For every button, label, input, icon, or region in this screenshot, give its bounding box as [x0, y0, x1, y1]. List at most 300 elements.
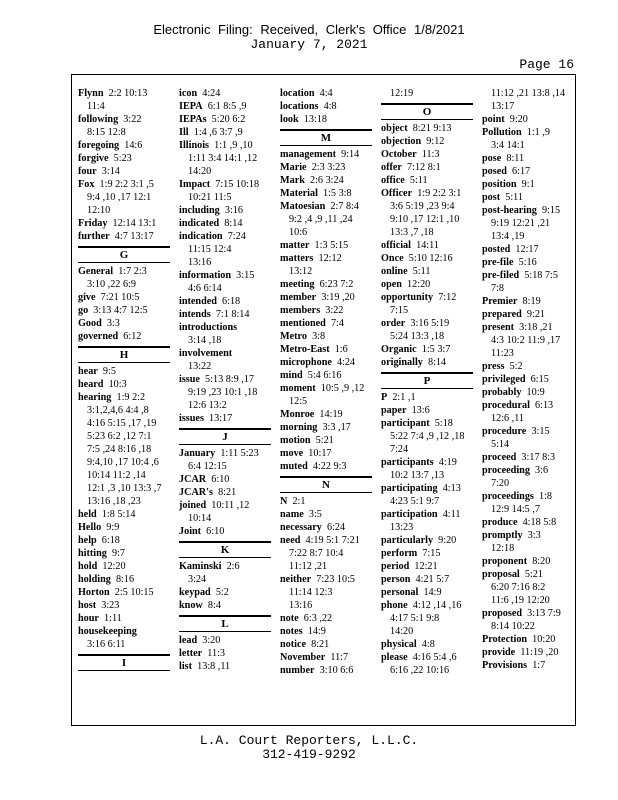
index-entry: [482, 633, 574, 646]
entry-line: [381, 573, 473, 586]
index-term: members: [280, 305, 321, 316]
entry-line: [78, 599, 170, 612]
index-term: microphone: [280, 357, 332, 368]
index-term: Once: [381, 253, 404, 264]
page-line-refs: 3:13 7:9: [527, 608, 561, 619]
page-line-refs: 12:12: [318, 253, 342, 264]
page-line-refs: 7:20: [491, 478, 510, 489]
page-line-refs: 13:17: [209, 413, 233, 424]
page-line-refs: 10:17: [308, 448, 332, 459]
index-entry: [381, 599, 473, 638]
page-line-refs: 4:3 10:2 11:9 ,17: [491, 335, 561, 346]
index-column-1: [78, 87, 170, 673]
page-line-refs: 14:20: [390, 626, 414, 637]
index-entry: [482, 269, 574, 295]
entry-line: [179, 586, 271, 599]
page-line-refs: 10:5 ,9 ,12: [320, 383, 365, 394]
entry-line: [482, 308, 574, 321]
index-term: give: [78, 292, 96, 303]
page-line-refs: 1:7: [532, 660, 546, 671]
page-line-refs: 5:24 13:3 ,18: [390, 331, 445, 342]
page-line-refs: 8:14: [224, 218, 243, 229]
entry-line: [280, 460, 372, 473]
entry-line: [280, 239, 372, 252]
index-term: Illinois: [179, 140, 210, 151]
page-line-refs: 7:12: [438, 292, 457, 303]
index-term: personal: [381, 587, 419, 598]
page-line-refs: 4:24: [336, 357, 356, 368]
heading-rule: [78, 670, 170, 671]
index-entry: [381, 547, 473, 560]
page-line-refs: 3:22: [123, 114, 142, 125]
index-entry: [78, 317, 170, 330]
index-term: provide: [482, 647, 516, 658]
index-entry: [179, 178, 271, 204]
page-line-refs: 4:7 13:17: [114, 231, 154, 242]
page-line-refs: 3:10 ,22 6:9: [87, 279, 136, 290]
entry-line: [78, 165, 170, 178]
index-entry: [482, 126, 574, 152]
entry-line: [381, 391, 473, 404]
entry-line: [280, 161, 372, 174]
index-entry: [482, 464, 574, 490]
index-term: motion: [280, 435, 311, 446]
index-term: pre-filed: [482, 270, 520, 281]
index-entry: [78, 230, 170, 243]
page-line-refs: 3:8: [312, 331, 326, 342]
page-line-refs: 1:3 5:15: [314, 240, 349, 251]
page-line-refs: 7:1 8:14: [215, 309, 250, 320]
entry-line: [280, 291, 372, 304]
index-entry: [381, 187, 473, 239]
entry-line: [482, 451, 574, 464]
index-entry: [179, 347, 271, 373]
index-term: participant: [381, 418, 430, 429]
index-entry: [381, 417, 473, 456]
page-line-refs: 7:15: [422, 548, 441, 559]
index-term: Friday: [78, 218, 108, 229]
index-term: indicated: [179, 218, 220, 229]
entry-line: [381, 343, 473, 356]
entry-line: [78, 139, 170, 152]
index-entry: [381, 161, 473, 174]
page-line-refs: 3:17 8:3: [521, 452, 556, 463]
index-term: participating: [381, 483, 438, 494]
index-entry: [78, 139, 170, 152]
entry-line: [280, 434, 372, 447]
page-line-refs: 4:8: [323, 101, 337, 112]
page-line-refs: 5:11: [412, 266, 431, 277]
letter-heading: [78, 246, 170, 263]
index-term: joined: [179, 500, 207, 511]
index-entry: [381, 135, 473, 148]
entry-line: [482, 191, 574, 204]
page-line-refs: 9:12: [426, 136, 445, 147]
page-line-refs: 8:15 12:8: [87, 127, 126, 138]
entry-line: [381, 252, 473, 265]
index-term: procedure: [482, 426, 527, 437]
entry-line: [78, 560, 170, 573]
page-line-refs: 8:16: [115, 574, 135, 585]
index-term: proceedings: [482, 491, 534, 502]
index-entry: [482, 451, 574, 464]
index-term: notes: [280, 626, 303, 637]
page-line-refs: 9:20: [438, 535, 457, 546]
entry-line: [78, 178, 170, 191]
page-line-refs: 6:18: [222, 296, 241, 307]
entry-line: [179, 347, 271, 360]
index-entry: [482, 659, 574, 672]
entry-line: [78, 265, 170, 278]
page-line-refs: 9:9: [106, 522, 120, 533]
page-line-refs: 13:16: [289, 600, 313, 611]
index-term: Joint: [179, 526, 202, 537]
index-entry: [482, 178, 574, 191]
page-line-refs: 14:9: [307, 626, 326, 637]
index-term: mind: [280, 370, 303, 381]
page-line-refs: 11:7: [330, 652, 349, 663]
letter-heading: [78, 346, 170, 363]
page-line-refs: 7:8: [491, 283, 505, 294]
index-entry: [179, 412, 271, 425]
index-term: promptly: [482, 530, 523, 541]
page-line-refs: 14:19: [319, 409, 343, 420]
entry-line: [280, 638, 372, 651]
letter-heading: [179, 541, 271, 558]
entry-line: [78, 317, 170, 330]
page-line-refs: 14:6: [124, 140, 143, 151]
index-term: proposal: [482, 569, 520, 580]
page-line-refs: 5:21: [524, 569, 543, 580]
entry-line: [179, 269, 271, 282]
entry-line: [78, 113, 170, 126]
page-line-refs: 6:18: [101, 535, 120, 546]
page-line-refs: 7:5 ,24 8:16 ,18: [87, 444, 152, 455]
page-line-refs: 12:14 13:1: [112, 218, 157, 229]
page-line-refs: 4:6 6:14: [188, 283, 222, 294]
entry-line: [482, 386, 574, 399]
entry-line: [482, 113, 574, 126]
entry-line: [78, 625, 170, 638]
entry-line: [280, 148, 372, 161]
index-term: physical: [381, 639, 417, 650]
index-entry: [482, 568, 574, 607]
page-line-refs: 9:19 ,23 10:1 ,18: [188, 387, 258, 398]
index-entry: [280, 304, 372, 317]
entry-line: [482, 165, 574, 178]
page-line-refs: 6:1 8:5 ,9: [207, 101, 247, 112]
filing-date-line: January 7, 2021: [250, 37, 368, 52]
index-term: letter: [179, 648, 203, 659]
entry-line: [280, 174, 372, 187]
index-term: Horton: [78, 587, 110, 598]
heading-rule: [280, 145, 372, 146]
entry-line: [280, 664, 372, 677]
index-term: hour: [78, 613, 99, 624]
page-line-refs: 8:4: [207, 600, 221, 611]
page-line-refs: 5:18 7:5: [524, 270, 558, 281]
heading-rule: [179, 444, 271, 445]
index-term: position: [482, 179, 517, 190]
entry-line: [381, 482, 473, 495]
index-entry: [381, 534, 473, 547]
page-line-refs: 1:7 2:3: [118, 266, 147, 277]
index-term: member: [280, 292, 317, 303]
entry-line: [482, 659, 574, 672]
entry-line: [78, 365, 170, 378]
entry-line: [78, 378, 170, 391]
index-entry: [179, 473, 271, 486]
index-entry: [482, 165, 574, 178]
index-term: hold: [78, 561, 98, 572]
index-entry: [78, 586, 170, 599]
page-line-refs: 7:24: [227, 231, 246, 242]
letter-heading-label: H: [119, 349, 129, 361]
page-line-refs: 1:1 ,9: [526, 127, 550, 138]
index-term: know: [179, 600, 203, 611]
index-entry: [78, 508, 170, 521]
page-line-refs: 3:3: [527, 530, 541, 541]
index-term: General: [78, 266, 114, 277]
index-term: Metro-East: [280, 344, 330, 355]
page-line-refs: 12:6 13:2: [188, 400, 227, 411]
index-term: Pollution: [482, 127, 522, 138]
page-line-refs: 9:5: [102, 366, 116, 377]
entry-line: [78, 534, 170, 547]
entry-line: [78, 521, 170, 534]
index-term: perform: [381, 548, 418, 559]
letter-heading: [179, 615, 271, 632]
entry-line: [381, 534, 473, 547]
page-line-refs: 10:3: [108, 379, 127, 390]
index-entry: [179, 139, 271, 178]
entry-line: [381, 560, 473, 573]
page-line-refs: 9:4 ,10 ,17 12:1: [87, 192, 152, 203]
index-entry: [280, 187, 372, 200]
page-line-refs: 3:4 14:1: [491, 140, 525, 151]
page-line-refs: 6:23 7:2: [319, 279, 354, 290]
entry-line: [482, 607, 574, 620]
index-term: indication: [179, 231, 223, 242]
index-term: post-hearing: [482, 205, 537, 216]
entry-line: [482, 516, 574, 529]
entry-line: [381, 122, 473, 135]
index-frame: [71, 74, 576, 726]
page-line-refs: 4:18 5:8: [522, 517, 557, 528]
index-term: Mark: [280, 175, 305, 186]
index-term: lead: [179, 635, 198, 646]
index-entry: [78, 599, 170, 612]
entry-line: [482, 321, 574, 334]
page-line-refs: 8:21: [218, 487, 237, 498]
filing-stamp-line: Electronic Filing: Received, Clerk's Office 1/8/2021: [153, 22, 465, 37]
index-entry: [179, 308, 271, 321]
entry-line: [179, 113, 271, 126]
index-column-2: [179, 87, 271, 673]
index-entry: [78, 217, 170, 230]
entry-line: [280, 447, 372, 460]
index-entry: [280, 330, 372, 343]
page-line-refs: 10:20: [532, 634, 556, 645]
index-term: IEPAs: [179, 114, 207, 125]
page-line-refs: 4:4: [319, 88, 333, 99]
index-term: probably: [482, 387, 522, 398]
index-term: Matoesian: [280, 201, 326, 212]
index-entry: [179, 269, 271, 295]
page-line-refs: 13:6: [411, 405, 430, 416]
entry-line: [482, 633, 574, 646]
index-entry: [78, 612, 170, 625]
page-line-refs: 3:19 ,20: [321, 292, 355, 303]
index-term: Metro: [280, 331, 307, 342]
entry-line: [381, 599, 473, 612]
index-entry: [280, 356, 372, 369]
entry-line: [381, 174, 473, 187]
index-term: introductions: [179, 322, 238, 333]
entry-line: [482, 490, 574, 503]
page-line-refs: 2:1 ,1: [392, 392, 416, 403]
page-line-refs: 11:19 ,20: [520, 647, 559, 658]
page-line-refs: 14:9: [423, 587, 442, 598]
entry-line: [482, 568, 574, 581]
page-line-refs: 3:18 ,21: [519, 322, 553, 333]
index-entry: [280, 421, 372, 434]
entry-line: [78, 586, 170, 599]
page-line-refs: 5:14: [491, 439, 510, 450]
page-line-refs: 7:15: [390, 305, 409, 316]
page-line-refs: 7:22 8:7 10:4: [289, 548, 344, 559]
page-line-refs: 5:18: [434, 418, 453, 429]
entry-line: [280, 304, 372, 317]
index-entry: [280, 291, 372, 304]
index-term: muted: [280, 461, 308, 472]
page-line-refs: 7:4: [330, 318, 344, 329]
index-term: Kaminski: [179, 561, 222, 572]
page-line-refs: 10:9: [526, 387, 545, 398]
entry-line: [179, 412, 271, 425]
page-line-refs: 12:18: [491, 543, 515, 554]
page-line-refs: 6:3 ,22: [303, 613, 333, 624]
heading-rule: [179, 631, 271, 632]
page-line-refs: 6:20 7:16 8:2: [491, 582, 546, 593]
entry-line: [179, 373, 271, 386]
page-line-refs: 3:15: [531, 426, 550, 437]
index-term: Organic: [381, 344, 417, 355]
entry-line: [179, 634, 271, 647]
index-term: November: [280, 652, 326, 663]
index-term: particularly: [381, 535, 434, 546]
index-term: hear: [78, 366, 98, 377]
index-term: order: [381, 318, 406, 329]
page-line-refs: 4:23 5:1 9:7: [390, 496, 440, 507]
page-line-refs: 12:10: [87, 205, 111, 216]
page-line-refs: 1:8: [538, 491, 553, 502]
index-entry: [482, 204, 574, 243]
index-entry: [280, 148, 372, 161]
entry-line: [280, 252, 372, 265]
index-term: present: [482, 322, 515, 333]
page-line-refs: 9:14: [341, 149, 360, 160]
page-line-refs: 9:1: [521, 179, 535, 190]
index-entry: [482, 516, 574, 529]
entry-line: [381, 161, 473, 174]
index-entry: [381, 148, 473, 161]
page-line-refs: 9:15: [542, 205, 561, 216]
letter-heading-label: J: [222, 431, 228, 443]
index-entry: [381, 560, 473, 573]
page-line-refs: 2:3 3:23: [311, 162, 346, 173]
entry-line: [179, 126, 271, 139]
index-entry: [381, 278, 473, 291]
page-line-refs: 5:23 6:2 ,12 7:1: [87, 431, 152, 442]
index-column-5: [482, 87, 574, 672]
page-line-refs: 3:23: [101, 600, 120, 611]
index-term: locations: [280, 101, 319, 112]
page-line-refs: 11:23: [491, 348, 514, 359]
page-line-refs: 3:1,2,4,6 4:4 ,8: [87, 405, 149, 416]
index-entry: [482, 555, 574, 568]
index-entry: [179, 100, 271, 113]
page-line-refs: 9:19 12:21 ,21: [491, 218, 551, 229]
page-line-refs: 4:17 5:1 9:8: [390, 613, 440, 624]
page-line-refs: 5:22 7:4 ,9 ,12 ,18: [390, 431, 465, 442]
page-line-refs: 13:18: [303, 114, 327, 125]
index-entry: [78, 291, 170, 304]
index-term: necessary: [280, 522, 322, 533]
entry-line: [381, 87, 473, 100]
entry-line: [179, 100, 271, 113]
page-line-refs: 10:14: [188, 513, 212, 524]
entry-line: [482, 126, 574, 139]
entry-line: [381, 239, 473, 252]
index-term: including: [179, 205, 220, 216]
index-entry: [78, 521, 170, 534]
page-line-refs: 4:8: [421, 639, 435, 650]
index-entry: [78, 330, 170, 343]
entry-line: [179, 599, 271, 612]
entry-line: [280, 508, 372, 521]
entry-line: [381, 586, 473, 599]
heading-rule: [78, 262, 170, 263]
page-line-refs: 6:12: [123, 331, 142, 342]
entry-line: [381, 417, 473, 430]
page-line-refs: 6:16 ,22 10:16: [390, 665, 450, 676]
index-term: pre-file: [482, 257, 514, 268]
index-term: further: [78, 231, 110, 242]
index-term: moment: [280, 383, 316, 394]
page-line-refs: 9:21: [526, 309, 546, 320]
index-term: N: [280, 496, 288, 507]
page-line-refs: 2:6 3:24: [310, 175, 344, 186]
index-term: forgive: [78, 153, 109, 164]
index-entry: [280, 369, 372, 382]
index-term: post: [482, 192, 501, 203]
entry-line: [280, 317, 372, 330]
entry-line: [280, 612, 372, 625]
page-line-refs: 5:4 6:16: [307, 370, 342, 381]
entry-line: [280, 651, 372, 664]
index-entry: [280, 174, 372, 187]
index-term: four: [78, 166, 97, 177]
page-line-refs: 12:17: [515, 244, 539, 255]
index-entry: [381, 356, 473, 369]
index-entry: [280, 664, 372, 677]
entry-line: [179, 525, 271, 538]
page-line-refs: 13:12: [289, 266, 313, 277]
footer-company: L.A. Court Reporters, L.L.C.: [199, 733, 419, 748]
index-entry: [280, 508, 372, 521]
index-term: look: [280, 114, 299, 125]
